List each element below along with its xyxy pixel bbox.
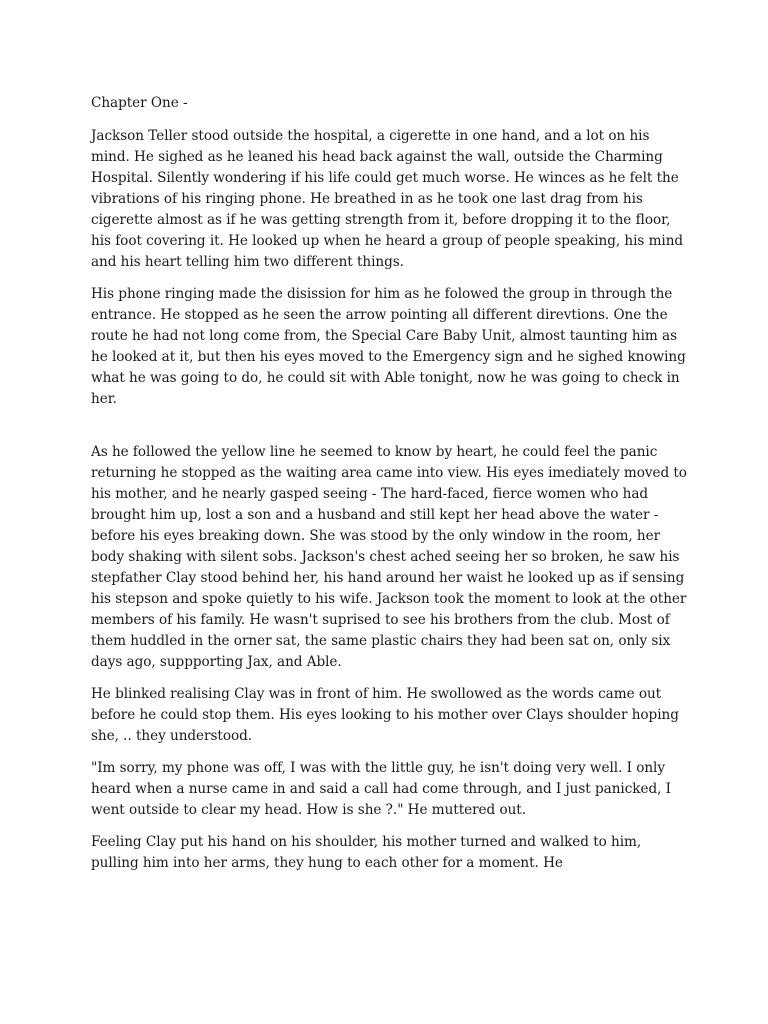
document-page: [91, 93, 691, 885]
paragraph-2: His phone ringing made the disission for him as he folowed the group in through the entrance. He stopped as he seen the arrow pointing all different direvtions. One the route he had not long come from, the Special Care Baby Unit, almost taunting him as he looked at it, but then his eyes moved to the Emergency sign and he sighed knowing what he was going to do, he could sit with Able tonight, now he was going to check in her.: [91, 286, 686, 407]
chapter-title: Chapter One -: [91, 95, 188, 111]
paragraph-6: Feeling Clay put his hand on his shoulder, his mother turned and walked to him, pulling him into her arms, they hung to each other for a moment. He: [91, 834, 642, 871]
paragraph-5: "Im sorry, my phone was off, I was with the little guy, he isn't doing very well. I only heard when a nurse came in and said a call had come through, and I just panicked, I went outside to clear my head. How is she ?." He muttered out.: [91, 760, 671, 818]
paragraph-3: As he followed the yellow line he seemed to know by heart, he could feel the panic returning he stopped as the waiting area came into view. His eyes imediately moved to his mother, and he nearly gasped seeing - The hard-faced, fierce women who had brought him up, lost a son and a husband and still kept her head above the water - before his eyes breaking down. She was stood by the only window in the room, her body shaking with silent sobs. Jackson's chest ached seeing her so broken, he saw his stepfather Clay stood behind her, his hand around her waist he looked up as if sensing his stepson and spoke quietly to his wife. Jackson took the moment to look at the other members of his family. He wasn't suprised to see his brothers from the club. Most of them huddled in the orner sat, the same plastic chairs they had been sat on, only six days ago, suppporting Jax, and Able.: [91, 444, 687, 670]
paragraph-1: Jackson Teller stood outside the hospital, a cigerette in one hand, and a lot on his mind. He sighed as he leaned his head back against the wall, outside the Charming Hospital. Silently wondering if his life could get much worse. He winces as he felt the vibrations of his ringing phone. He breathed in as he took one last drag from his cigerette almost as if he was getting strength from it, before dropping it to the floor, his foot covering it. He looked up when he heard a group of people speaking, his mind and his heart telling him two different things.: [91, 128, 684, 270]
paragraph-4: He blinked realising Clay was in front of him. He swollowed as the words came out before he could stop them. His eyes looking to his mother over Clays shoulder hoping she, .. they understood.: [91, 686, 679, 744]
